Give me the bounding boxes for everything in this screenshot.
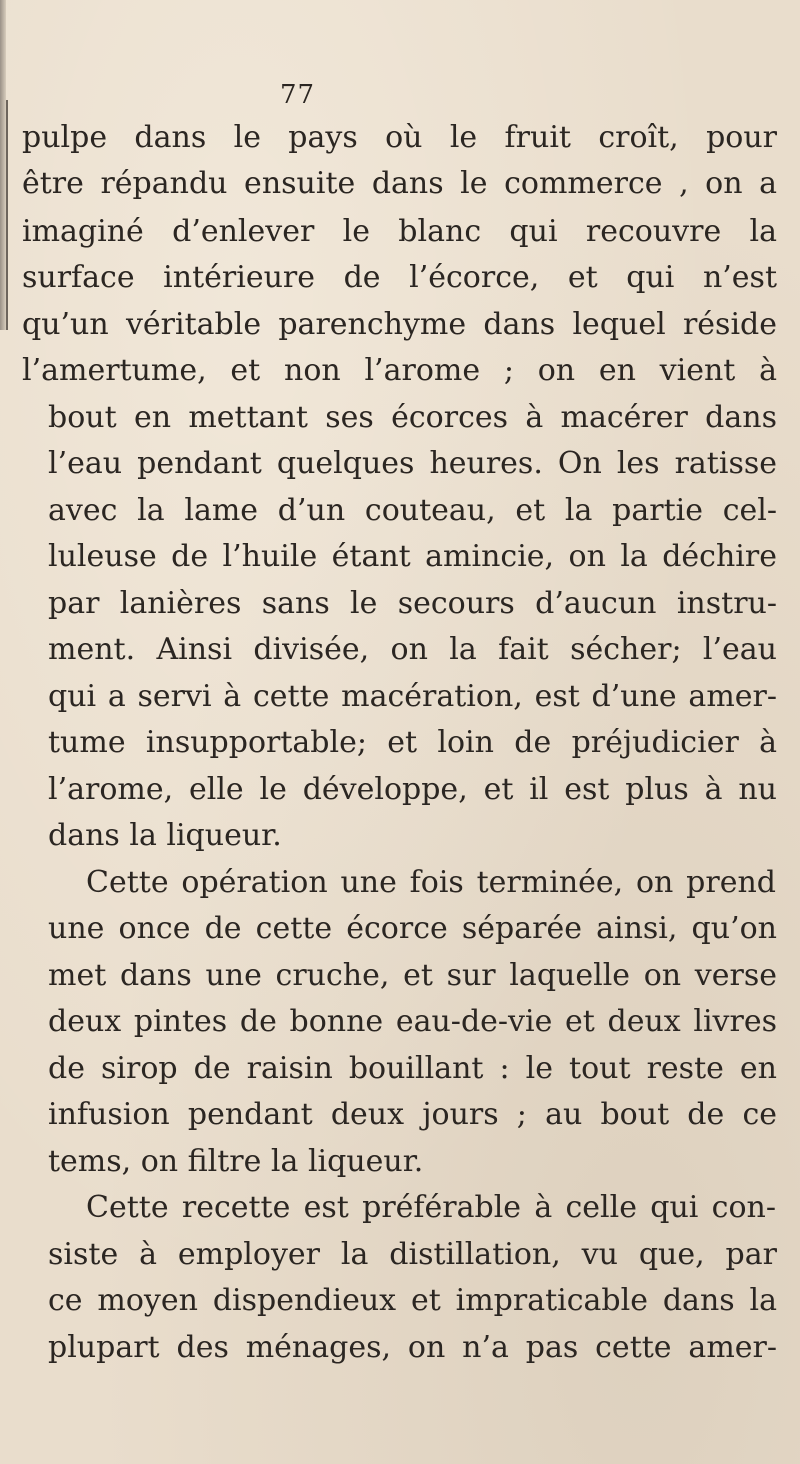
text-line: tume insupportable; et loin de préjudicier à bbox=[48, 725, 777, 760]
text-line: l’arome, elle le développe, et il est plus à nu bbox=[48, 772, 777, 807]
text-line: plupart des ménages, on n’a pas cette amer- bbox=[48, 1330, 777, 1365]
text-line: par lanières sans le secours d’aucun instru- bbox=[48, 586, 777, 621]
text-line: l’eau pendant quelques heures. On les ratisse bbox=[48, 446, 777, 481]
text-line: avec la lame d’un couteau, et la partie cel- bbox=[48, 493, 777, 528]
text-line: deux pintes de bonne eau-de-vie et deux livres bbox=[48, 1004, 777, 1039]
text-line: être répandu ensuite dans le commerce , on a bbox=[22, 166, 777, 201]
text-line: qu’un véritable parenchyme dans lequel réside bbox=[22, 307, 777, 342]
text-line: tems, on filtre la liqueur. bbox=[48, 1144, 424, 1179]
paragraph-start-line: Cette opération une fois terminée, on prend bbox=[86, 865, 776, 900]
text-line: dans la liqueur. bbox=[48, 818, 282, 853]
text-line: met dans une cruche, et sur laquelle on verse bbox=[48, 958, 777, 993]
text-line: imaginé d’enlever le blanc qui recouvre la bbox=[22, 214, 777, 249]
page-edge-line bbox=[6, 100, 8, 330]
text-line: pulpe dans le pays où le fruit croît, pour bbox=[22, 120, 777, 155]
text-line: siste à employer la distillation, vu que, par bbox=[48, 1237, 777, 1272]
text-line: une once de cette écorce séparée ainsi, qu’on bbox=[48, 911, 777, 946]
text-line: luleuse de l’huile étant amincie, on la déchire bbox=[48, 539, 777, 574]
text-line: ce moyen dispendieux et impraticable dans la bbox=[48, 1283, 777, 1318]
text-line: l’amertume, et non l’arome ; on en vient à bbox=[22, 353, 777, 388]
text-line: bout en mettant ses écorces à macérer dans bbox=[48, 400, 777, 435]
paragraph-start-line: Cette recette est préférable à celle qui con- bbox=[86, 1190, 776, 1225]
text-line: infusion pendant deux jours ; au bout de ce bbox=[48, 1097, 777, 1132]
page-number: 77 bbox=[280, 80, 316, 110]
text-line: de sirop de raisin bouillant : le tout reste en bbox=[48, 1051, 777, 1086]
text-line: qui a servi à cette macération, est d’une amer- bbox=[48, 679, 777, 714]
text-line: surface intérieure de l’écorce, et qui n’est bbox=[22, 260, 777, 295]
text-line: ment. Ainsi divisée, on la fait sécher; l’eau bbox=[48, 632, 777, 667]
